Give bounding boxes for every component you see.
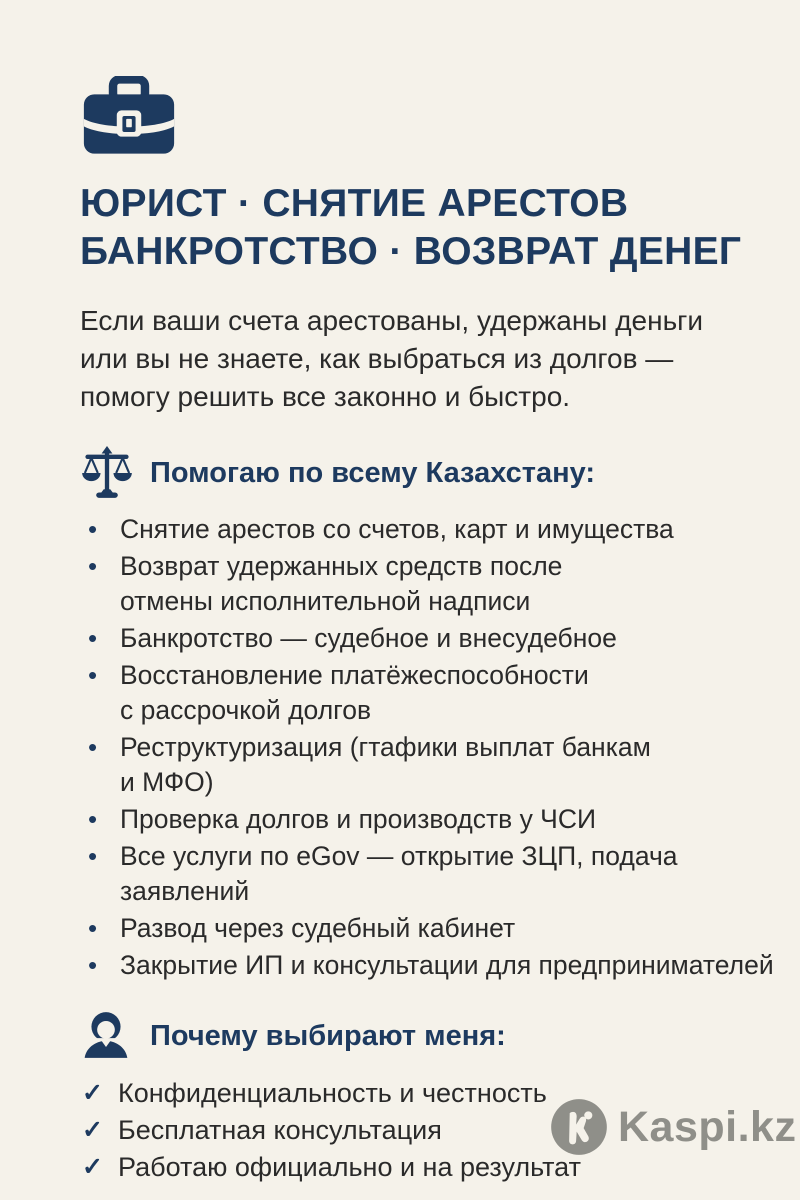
- list-item: • Все услуги по eGov — открытие ЗЦП, подача заявлений: [88, 841, 678, 906]
- kaspi-watermark-text: Kaspi.kz: [618, 1102, 797, 1151]
- list-item: • Возврат удержанных средств после отмены исполнительной надписи: [88, 551, 563, 616]
- check-icon: ✓: [82, 1153, 103, 1181]
- briefcase-icon: [82, 76, 176, 156]
- check-icon: ✓: [82, 1079, 103, 1107]
- list-item: • Банкротство — судебное и внесудебное: [88, 621, 770, 656]
- list-item: • Снятие арестов со счетов, карт и имущества: [88, 512, 770, 547]
- bullet-dot: •: [88, 913, 98, 943]
- bullet-dot: •: [88, 623, 98, 653]
- list-item: ✓ Конфиденциальность и честность: [82, 1075, 770, 1112]
- services-list: [80, 512, 774, 983]
- list-item: • Реструктуризация (гтафики выплат банкам и МФО): [88, 732, 651, 797]
- bullet-dot: •: [88, 841, 98, 871]
- bullet-dot: •: [88, 660, 98, 690]
- services-heading: [80, 446, 770, 500]
- person-icon: [80, 1009, 134, 1063]
- scales-icon: [80, 446, 134, 500]
- title-line-2: БАНКРОТСТВО · ВОЗВРАТ ДЕНЕГ: [80, 230, 742, 273]
- intro-text: Если ваши счета арестованы, удержаны деньги или вы не знаете, как выбраться из долгов — помогу решить все законно и быстро.: [80, 305, 704, 412]
- services-heading-text: Помогаю по всему Казахстану:: [150, 456, 595, 489]
- list-item: ✓ Работаю официально и на результат: [82, 1149, 770, 1186]
- page-title: [80, 180, 770, 276]
- list-item: • Закрытие ИП и консультации для предпринимателей: [88, 948, 770, 983]
- bullet-dot: •: [88, 950, 98, 980]
- check-icon: ✓: [82, 1116, 103, 1144]
- list-item: ✓ Бесплатная консультация: [82, 1112, 770, 1149]
- list-item: • Развод через судебный кабинет: [88, 911, 770, 946]
- why-heading-text: Почему выбирают меня:: [150, 1019, 506, 1052]
- bullet-dot: •: [88, 514, 98, 544]
- title-line-1: ЮРИСТ · СНЯТИЕ АРЕСТОВ: [80, 182, 629, 225]
- why-list: [80, 1075, 770, 1186]
- list-item: • Восстановление платёжеспособности с рассрочкой долгов: [88, 660, 589, 725]
- list-item: • Проверка долгов и производств у ЧСИ: [88, 802, 770, 837]
- bullet-dot: •: [88, 551, 98, 581]
- bullet-dot: •: [88, 804, 98, 834]
- why-heading: [80, 1009, 770, 1063]
- bullet-dot: •: [88, 732, 98, 762]
